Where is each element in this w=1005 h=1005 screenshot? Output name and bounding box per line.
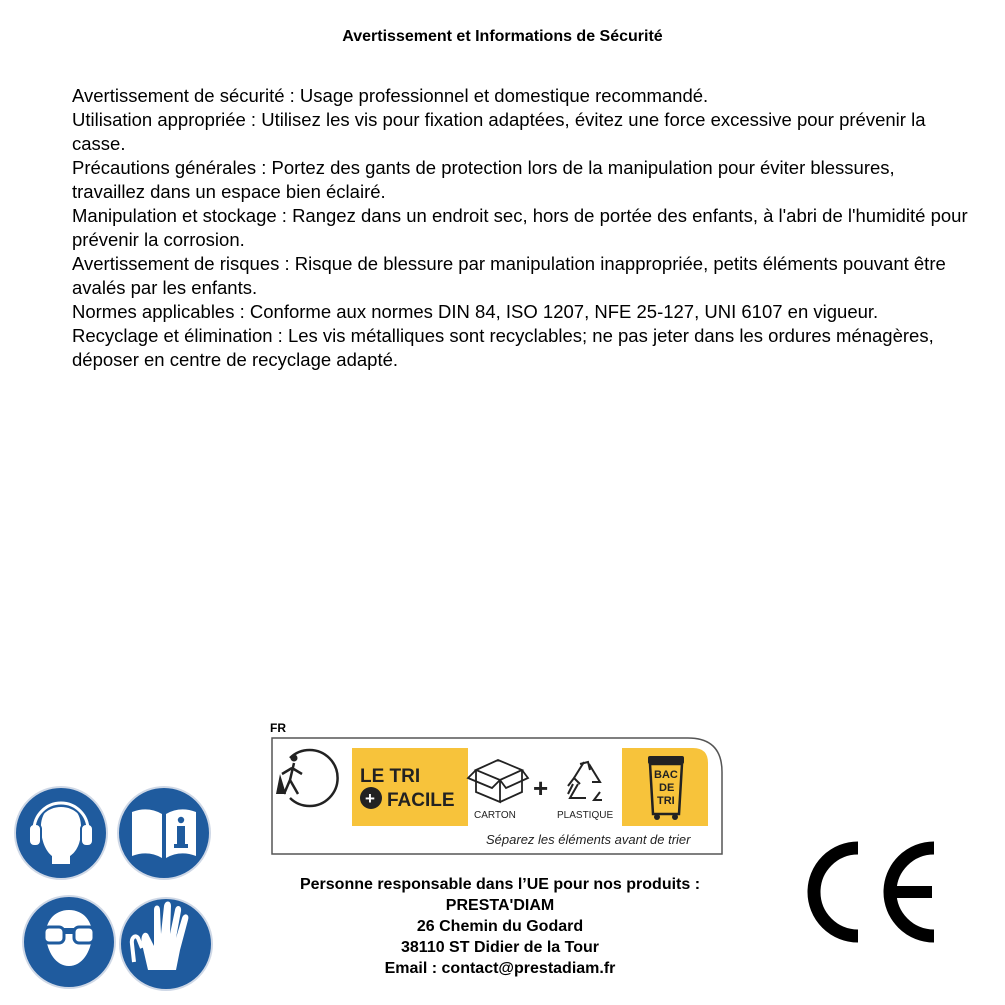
tri-facile-line2: FACILE [387,790,455,811]
ear-protection-icon [15,787,107,879]
paragraph-appropriate-use: Utilisation appropriée : Utilisez les vis pour fixation adaptées, évitez une force excessive pour prévenir la casse. [72,109,926,154]
responsible-email: Email : contact@prestadiam.fr [384,960,616,977]
paragraph-recycling: Recyclage et élimination : Les vis métalliques sont recyclables; ne pas jeter dans les ordures ménagères, déposer en centre de recyclage adapté. [72,325,934,370]
bin-label-2: DE [659,782,675,794]
read-manual-icon [118,787,210,879]
document-title: Avertissement et Informations de Sécurité [342,28,663,45]
paragraph-handling-storage: Manipulation et stockage : Rangez dans un endroit sec, hors de portée des enfants, à l'abri de l'humidité pour prévenir la corrosion. [72,205,968,250]
country-code: FR [270,721,286,735]
paragraph-standards: Normes applicables : Conforme aux normes DIN 84, ISO 1207, NFE 25-127, UNI 6107 en vigueur. [72,301,879,322]
responsible-company: PRESTA'DIAM [445,897,555,914]
responsible-street: 26 Chemin du Godard [416,918,584,935]
carton-label: CARTON [474,810,516,821]
paragraph-general-precautions: Précautions générales : Portez des gants de protection lors de la manipulation pour éviter blessures, travaillez dans un espace bien éclairé. [72,157,895,202]
eu-responsible-person [230,874,770,979]
svg-text:+: + [365,789,375,808]
tri-facile-line1: LE TRI [360,766,421,787]
ce-mark-icon [796,840,942,944]
plus-sign: + [533,773,549,803]
responsible-city: 38110 ST Didier de la Tour [401,939,599,956]
plastique-label: PLASTIQUE [557,810,614,821]
triman-sorting-logo [268,718,724,860]
responsible-heading: Personne responsable dans l’UE pour nos produits : [299,876,701,893]
bin-label-3: TRI [657,795,675,807]
sorting-caption: Séparez les éléments avant de trier [486,832,691,847]
safety-pictograms [14,784,214,992]
paragraph-usage-warning: Avertissement de sécurité : Usage professionnel et domestique recommandé. [72,85,709,106]
gloves-icon [120,898,212,990]
paragraph-risk-warning: Avertissement de risques : Risque de blessure par manipulation inappropriée, petits éléments pouvant être avalés par les enfants. [72,253,946,298]
eye-protection-icon [23,896,115,988]
safety-text [72,84,972,372]
bin-label-1: BAC [654,769,678,781]
